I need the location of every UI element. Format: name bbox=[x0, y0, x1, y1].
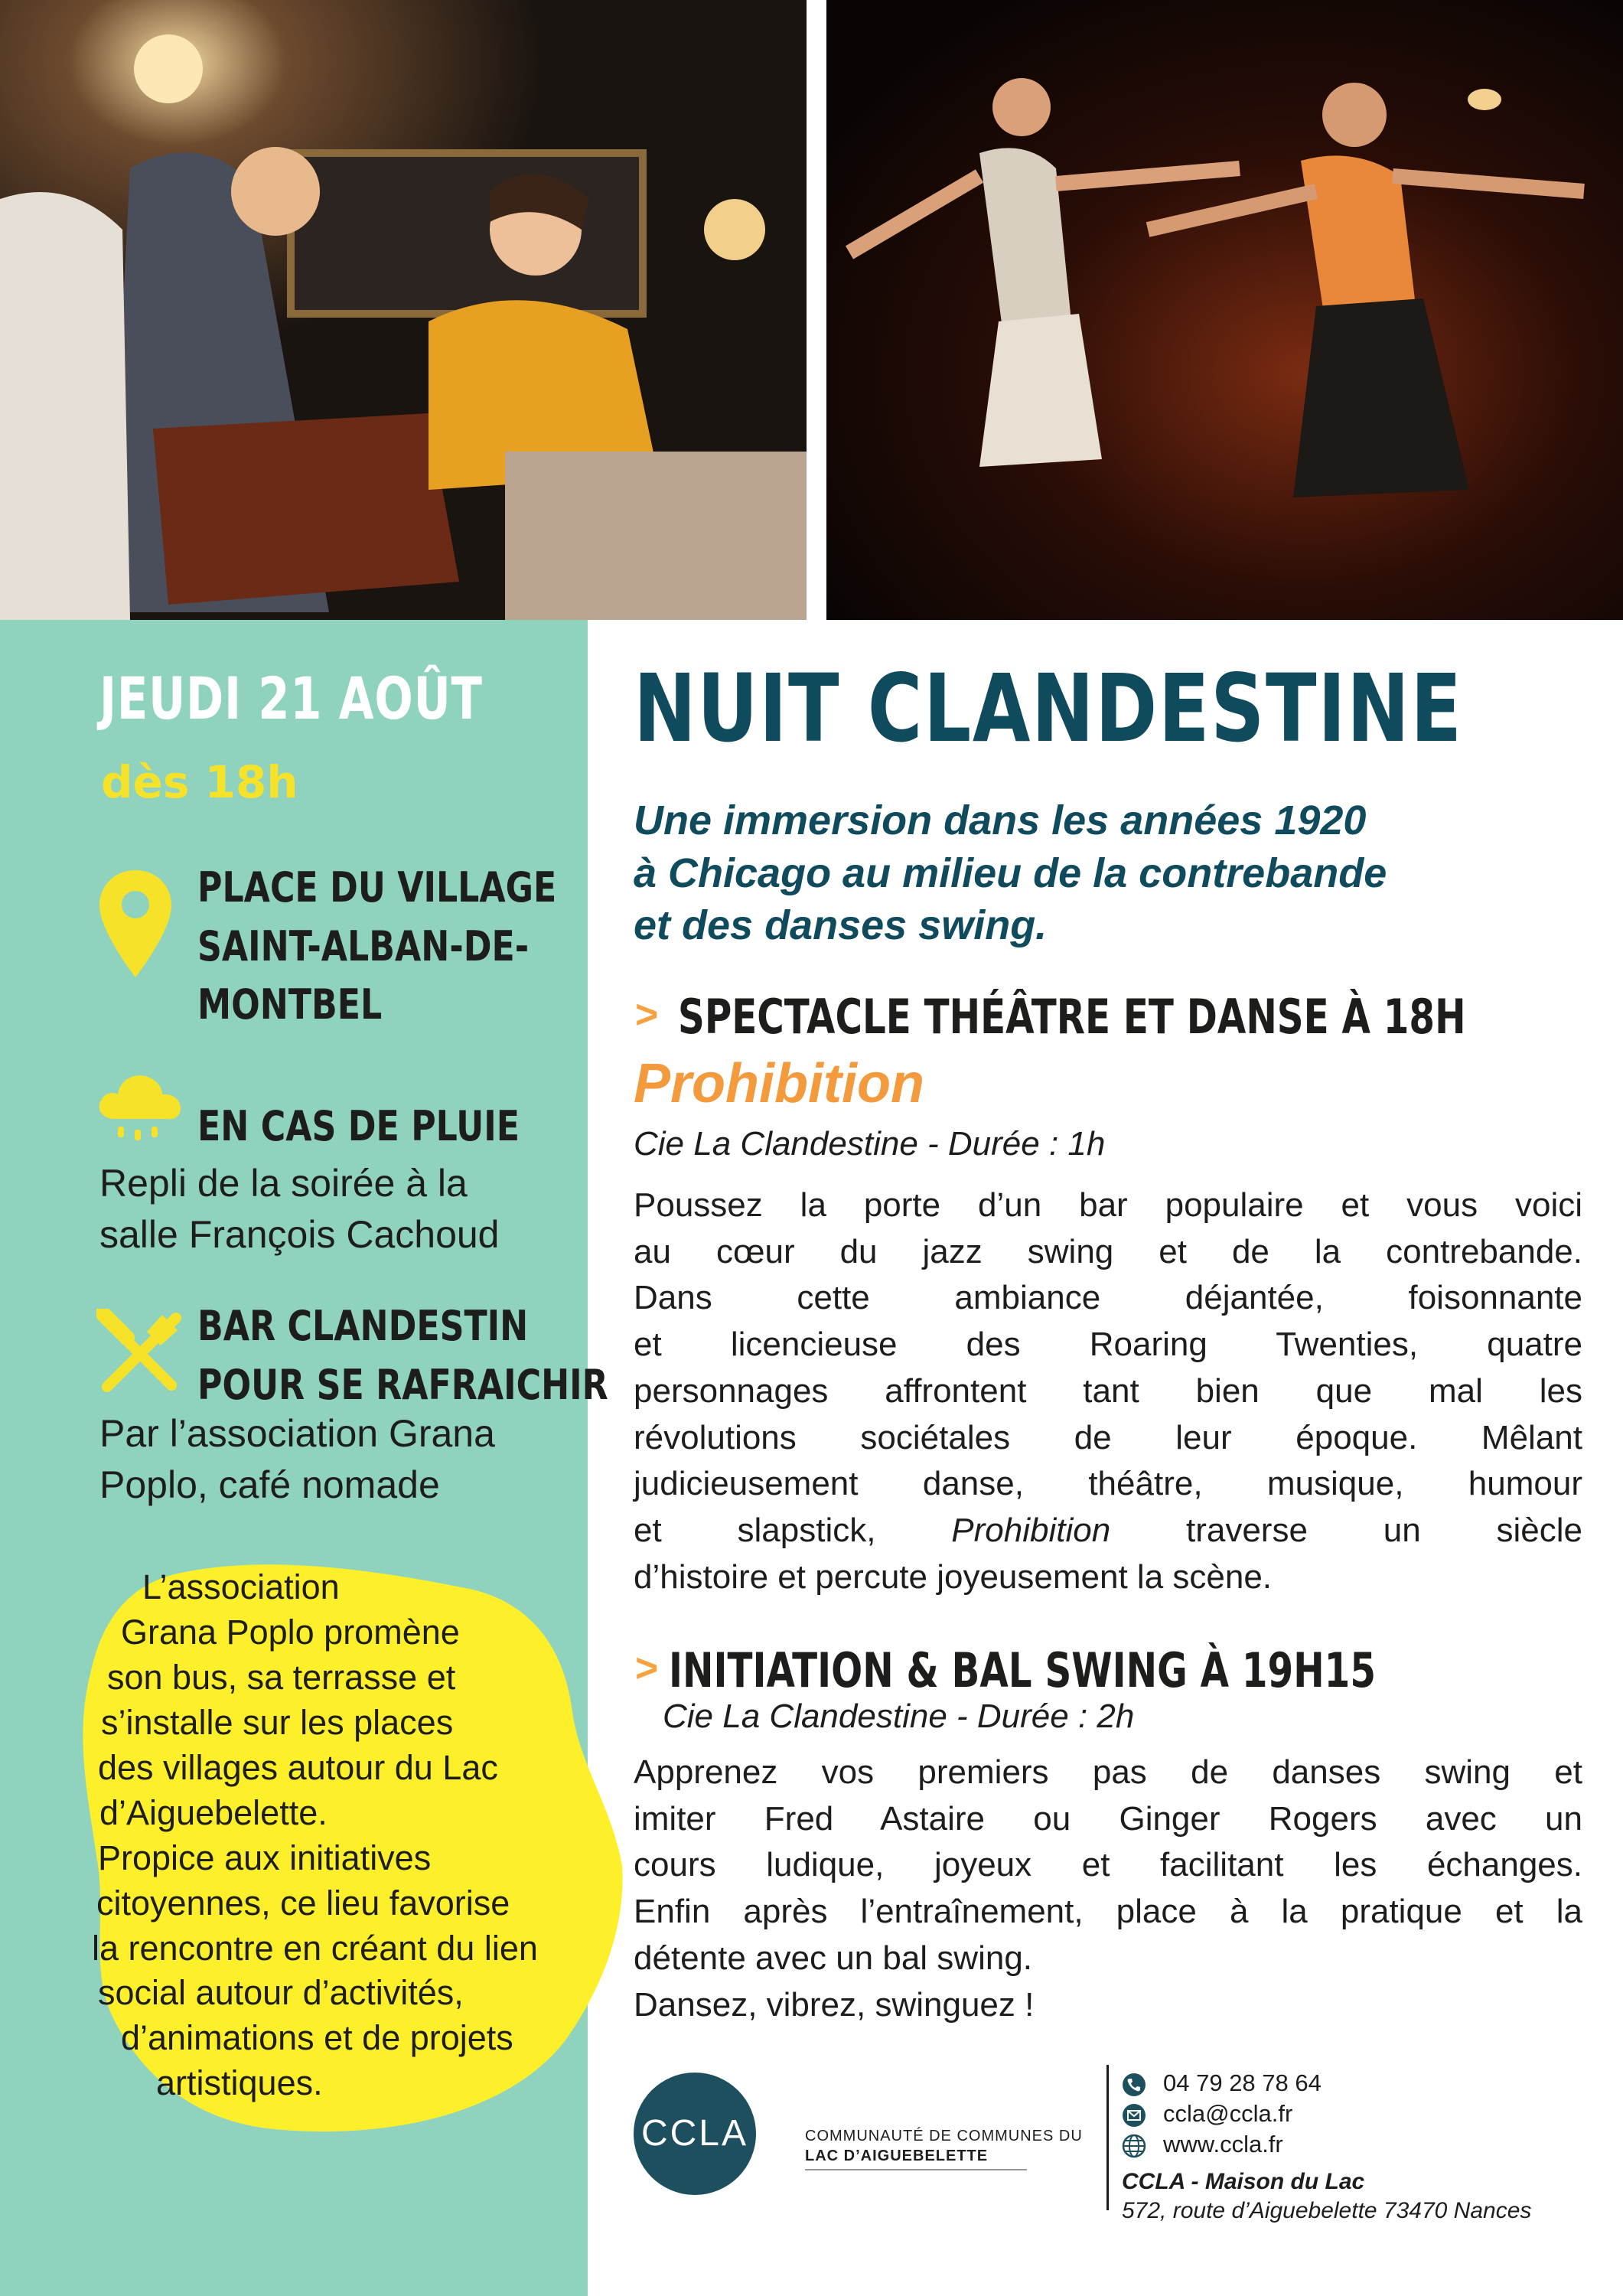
info-sidebar bbox=[0, 620, 608, 2296]
email-link[interactable]: ccla@ccla.fr bbox=[1163, 2100, 1293, 2127]
location-line: PLACE DU VILLAGE bbox=[197, 863, 557, 912]
subtitle-line: et des danses swing. bbox=[634, 902, 1048, 949]
description-line: judicieusement danse, théâtre, musique, humour bbox=[634, 1465, 1582, 1503]
show-description bbox=[634, 1182, 1582, 1600]
description-line: et licencieuse des Roaring Twenties, quatre bbox=[634, 1326, 1582, 1364]
description-line: au cœur du jazz swing et de la contrebande. bbox=[634, 1232, 1582, 1270]
bar-text-line: Par l’association Grana bbox=[99, 1412, 495, 1455]
association-line: d’animations et de projets bbox=[121, 2018, 513, 2058]
show-name-inline: Prohibition bbox=[951, 1512, 1111, 1550]
association-line: citoyennes, ce lieu favorise bbox=[96, 1883, 510, 1923]
chevron-right-icon: > bbox=[635, 993, 659, 1037]
globe-icon bbox=[1122, 2134, 1146, 2158]
ball-description bbox=[634, 1750, 1582, 2028]
description-line: et slapstick, Prohibition traverse un siècle bbox=[634, 1512, 1582, 1550]
main-column bbox=[588, 620, 1623, 2296]
show-company: Cie La Clandestine - Durée : 1h bbox=[634, 1125, 1106, 1163]
description-line: Poussez la porte d’un bar populaire et vous voici bbox=[634, 1186, 1582, 1224]
place-name: CCLA - Maison du Lac bbox=[1122, 2169, 1365, 2194]
org-name-line: COMMUNAUTÉ DE COMMUNES DU bbox=[805, 2128, 1083, 2144]
rain-text-line: Repli de la soirée à la bbox=[99, 1162, 468, 1205]
swing-dancers-photo bbox=[826, 0, 1623, 620]
ball-heading: INITIATION & BAL SWING À 19H15 bbox=[669, 1642, 1376, 1698]
association-line: social autour d’activités, bbox=[98, 1973, 464, 2013]
association-line: Propice aux initiatives bbox=[98, 1838, 432, 1877]
ccla-logo bbox=[634, 2073, 756, 2195]
description-line: révolutions sociétales de leur époque. Mêlant bbox=[634, 1418, 1582, 1456]
phone-number[interactable]: 04 79 28 78 64 bbox=[1163, 2069, 1322, 2096]
bar-title-line: BAR CLANDESTIN bbox=[197, 1302, 529, 1350]
phone-icon bbox=[1122, 2073, 1146, 2097]
ball-company: Cie La Clandestine - Durée : 2h bbox=[663, 1698, 1135, 1735]
location-pin-icon bbox=[96, 867, 174, 980]
rain-text bbox=[99, 1158, 500, 1260]
theatre-scene-photo bbox=[0, 0, 807, 620]
description-line: imiter Fred Astaire ou Ginger Rogers avec un bbox=[634, 1799, 1582, 1838]
chevron-right-icon: > bbox=[635, 1646, 659, 1691]
location-line: SAINT-ALBAN-DE- bbox=[197, 921, 530, 970]
subtitle-line: Une immersion dans les années 1920 bbox=[634, 797, 1367, 843]
event-subtitle bbox=[634, 794, 1387, 952]
rain-title: EN CAS DE PLUIE bbox=[197, 1102, 520, 1150]
bar-title-line: POUR SE RAFRAICHIR bbox=[197, 1360, 608, 1409]
bar-text-line: Poplo, café nomade bbox=[99, 1463, 440, 1506]
association-line: la rencontre en créant du lien bbox=[92, 1928, 538, 1968]
description-line: d’histoire et percute joyeusement la scène. bbox=[634, 1557, 1273, 1596]
description-line: cours ludique, joyeux et facilitant les échanges. bbox=[634, 1846, 1582, 1884]
address: 572, route d’Aiguebelette 73470 Nances bbox=[1122, 2198, 1532, 2223]
description-line: Dans cette ambiance déjantée, foisonnante bbox=[634, 1279, 1582, 1317]
description-line: Dansez, vibrez, swinguez ! bbox=[634, 1985, 1035, 2024]
event-time: dès 18h bbox=[101, 756, 298, 808]
rain-text-line: salle François Cachoud bbox=[99, 1212, 500, 1256]
association-line: des villages autour du Lac bbox=[98, 1747, 498, 1787]
association-line: Grana Poplo promène bbox=[121, 1612, 460, 1652]
bar-title bbox=[197, 1297, 608, 1414]
description-line: détente avec un bal swing. bbox=[634, 1939, 1033, 1977]
event-date: JEUDI 21 AOÛT bbox=[99, 664, 483, 732]
org-name-line: LAC D’AIGUEBELETTE bbox=[805, 2148, 989, 2164]
show-name: Prohibition bbox=[634, 1053, 924, 1114]
association-line: son bus, sa terrasse et bbox=[107, 1657, 456, 1697]
location-block bbox=[197, 859, 556, 1035]
show-heading: SPECTACLE THÉÂTRE ET DANSE À 18H bbox=[678, 989, 1466, 1045]
location-line: MONTBEL bbox=[197, 980, 383, 1029]
description-line: Apprenez vos premiers pas de danses swing et bbox=[634, 1753, 1582, 1791]
bar-text bbox=[99, 1408, 495, 1510]
description-line: Enfin après l’entraînement, place à la pratique et la bbox=[634, 1893, 1582, 1931]
description-line: personnages affrontent tant bien que mal les bbox=[634, 1371, 1582, 1410]
divider bbox=[1106, 2065, 1109, 2210]
website-link[interactable]: www.ccla.fr bbox=[1163, 2131, 1283, 2157]
rain-cloud-icon bbox=[95, 1071, 184, 1148]
association-line: s’installe sur les places bbox=[101, 1702, 454, 1742]
divider bbox=[805, 2169, 1027, 2170]
mail-icon bbox=[1122, 2103, 1146, 2128]
association-line: d’Aiguebelette. bbox=[99, 1792, 328, 1832]
logo-text: CCLA bbox=[640, 2113, 749, 2154]
association-line: artistiques. bbox=[156, 2063, 323, 2103]
subtitle-line: à Chicago au milieu de la contrebande bbox=[634, 850, 1387, 896]
association-line: L’association bbox=[142, 1567, 340, 1606]
fork-knife-icon bbox=[96, 1309, 182, 1394]
association-text bbox=[84, 1565, 589, 2106]
page-title: NUIT CLANDESTINE bbox=[634, 654, 1463, 763]
